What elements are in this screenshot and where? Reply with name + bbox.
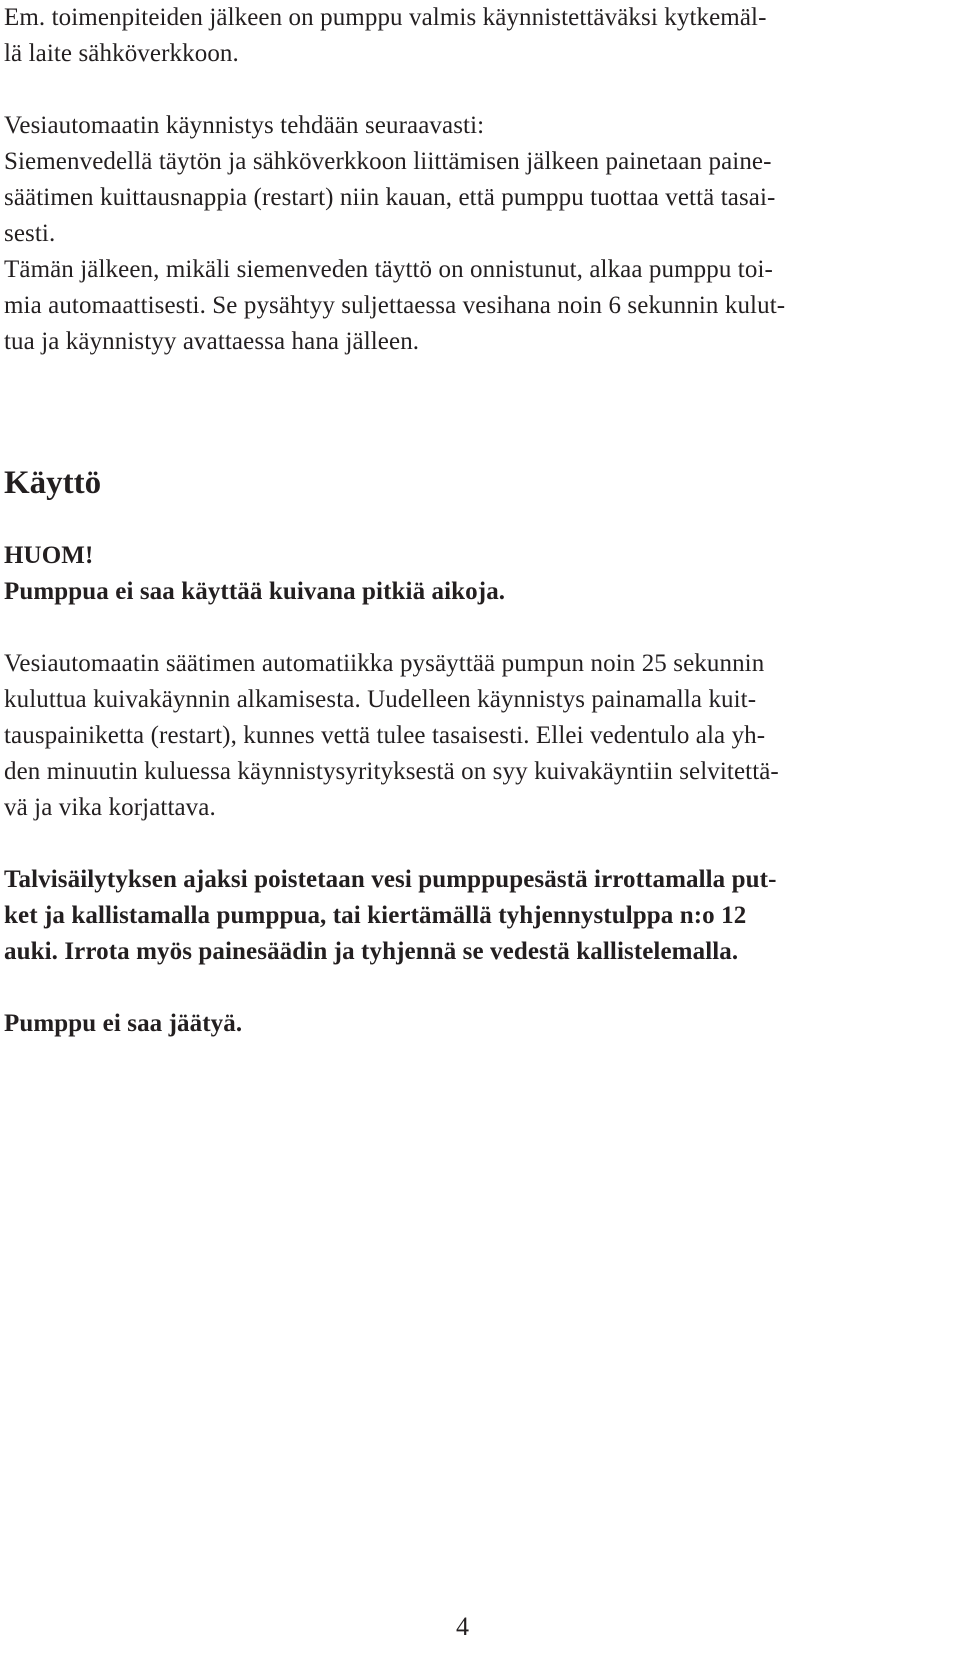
- startup-line-5: Tämän jälkeen, mikäli siemenveden täyttö on onnistunut, alkaa pumppu toi-: [4, 256, 773, 283]
- dry-run-line-4: den minuutin kuluessa käynnistysyrityksestä on syy kuivakäyntiin selvitettä-: [4, 758, 779, 785]
- dry-run-line-5: vä ja vika korjattava.: [4, 794, 216, 821]
- page-number: 4: [456, 1612, 469, 1641]
- intro-line-2: lä laite sähköverkkoon.: [4, 40, 239, 67]
- warning-label: HUOM!: [4, 542, 94, 569]
- intro-line-1: Em. toimenpiteiden jälkeen on pumppu valmis käynnistettäväksi kytkemäl-: [4, 4, 767, 31]
- winter-storage-line-3: auki. Irrota myös painesäädin ja tyhjennä se vedestä kallistelemalla.: [4, 938, 739, 965]
- winter-storage-line-1: Talvisäilytyksen ajaksi poistetaan vesi pumppupesästä irrottamalla put-: [4, 866, 777, 893]
- startup-line-4: sesti.: [4, 220, 56, 247]
- dry-run-line-3: tauspainiketta (restart), kunnes vettä tulee tasaisesti. Ellei vedentulo ala yh-: [4, 722, 766, 749]
- startup-line-3: säätimen kuittausnappia (restart) niin kauan, että pumppu tuottaa vettä tasai-: [4, 184, 776, 211]
- dry-run-line-1: Vesiautomaatin säätimen automatiikka pysäyttää pumpun noin 25 sekunnin: [4, 650, 765, 677]
- winter-storage-line-2: ket ja kallistamalla pumppua, tai kiertämällä tyhjennystulppa n:o 12: [4, 902, 747, 929]
- freeze-warning: Pumppu ei saa jäätyä.: [4, 1010, 243, 1037]
- dry-run-line-2: kuluttua kuivakäynnin alkamisesta. Uudelleen käynnistys painamalla kuit-: [4, 686, 757, 713]
- startup-line-7: tua ja käynnistyy avattaessa hana jälleen.: [4, 328, 420, 355]
- startup-line-2: Siemenvedellä täytön ja sähköverkkoon liittämisen jälkeen painetaan paine-: [4, 148, 772, 175]
- startup-line-1: Vesiautomaatin käynnistys tehdään seuraavasti:: [4, 112, 485, 139]
- section-heading: Käyttö: [4, 465, 102, 501]
- warning-text: Pumppua ei saa käyttää kuivana pitkiä aikoja.: [4, 578, 506, 605]
- startup-line-6: mia automaattisesti. Se pysähtyy suljettaessa vesihana noin 6 sekunnin kulut-: [4, 292, 786, 319]
